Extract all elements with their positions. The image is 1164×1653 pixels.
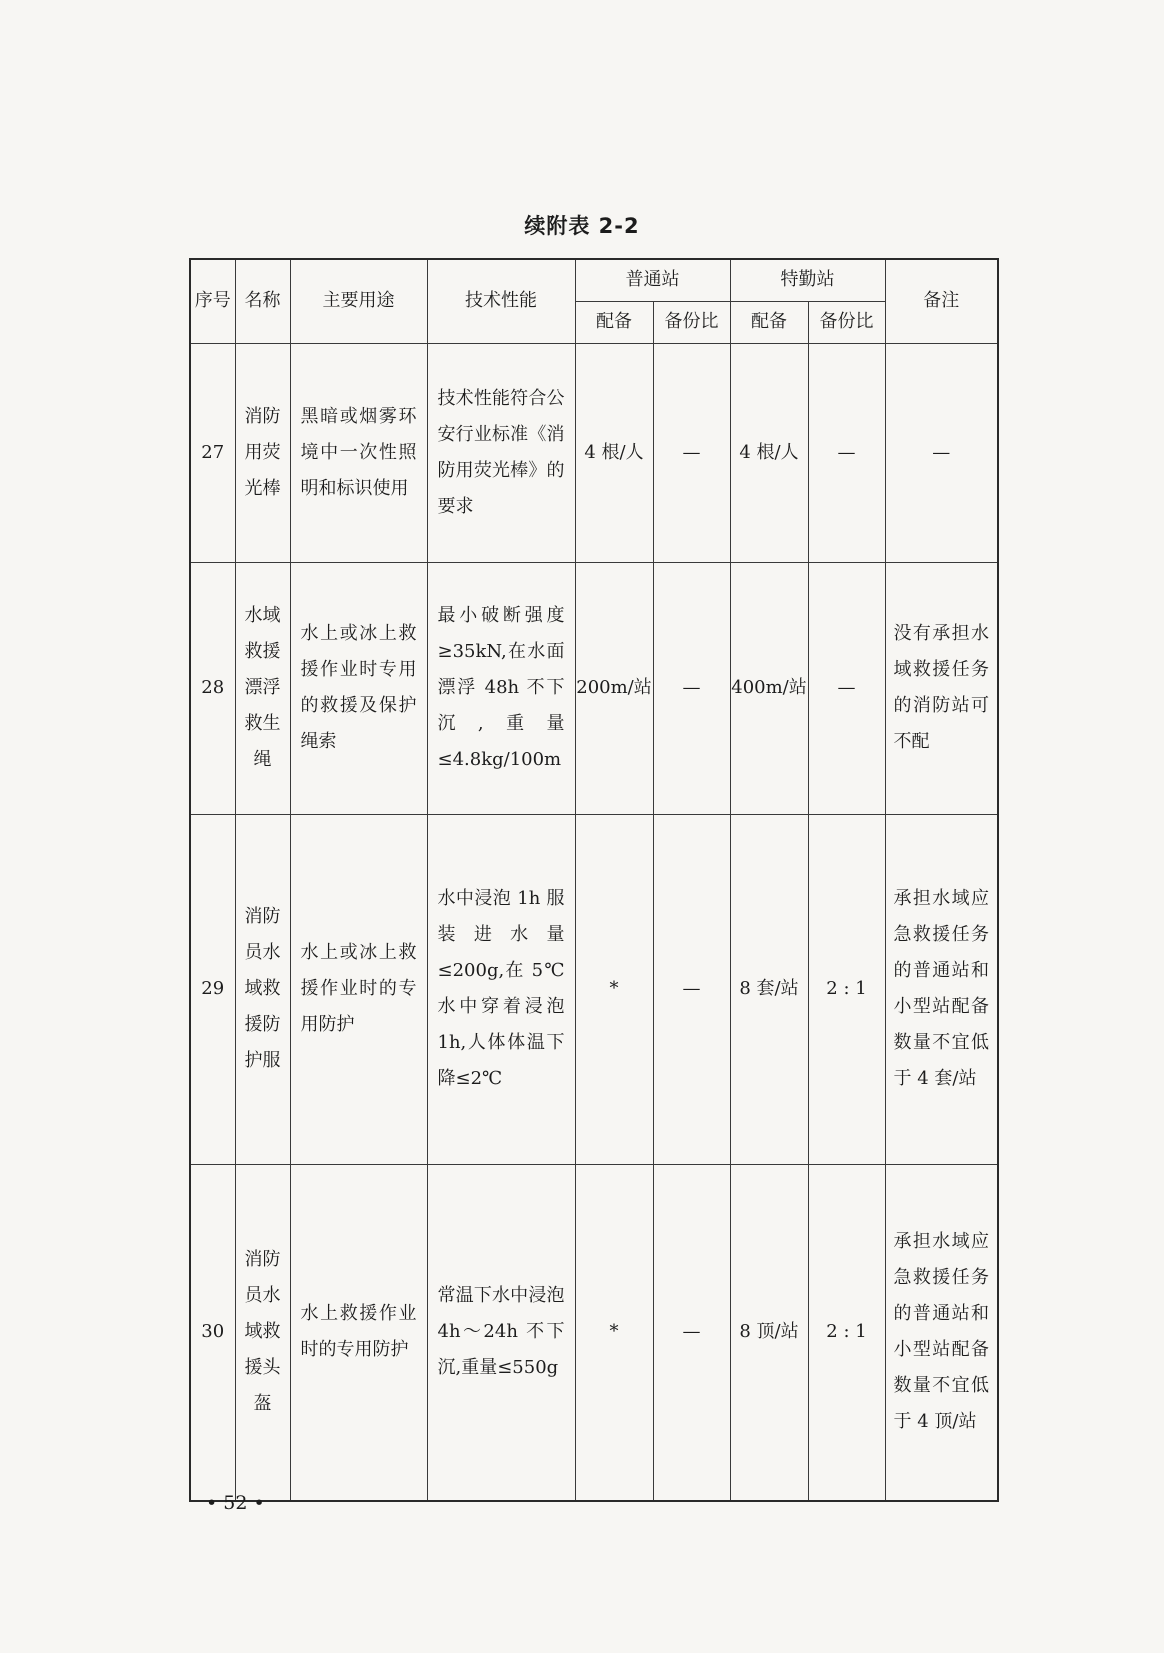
header-normal-equip: 配备 [575,301,653,343]
cell-special-ratio: 2 : 1 [808,1164,885,1501]
header-seq: 序号 [190,259,235,343]
cell-special-equip: 8 套/站 [730,814,808,1164]
cell-special-equip: 400m/站 [730,562,808,814]
cell-performance: 水中浸泡 1h 服装进水量≤200g,在 5℃水中穿着浸泡 1h,人体体温下降≤2℃ [427,814,575,1164]
table-row [190,562,998,814]
cell-normal-ratio: — [653,814,730,1164]
page-number: • 52 • [206,1492,265,1514]
header-use: 主要用途 [290,259,427,343]
header-performance: 技术性能 [427,259,575,343]
cell-normal-equip: 4 根/人 [575,343,653,562]
cell-special-ratio: 2 : 1 [808,814,885,1164]
cell-special-ratio: — [808,343,885,562]
cell-note: 没有承担水域救援任务的消防站可不配 [885,562,998,814]
cell-special-equip: 8 顶/站 [730,1164,808,1501]
cell-normal-equip: * [575,814,653,1164]
cell-use: 水上或冰上救援作业时的专用防护 [290,814,427,1164]
header-normal-station: 普通站 [575,259,730,301]
header-special-station: 特勤站 [730,259,885,301]
cell-normal-ratio: — [653,562,730,814]
header-name: 名称 [235,259,290,343]
header-special-ratio: 备份比 [808,301,885,343]
cell-seq: 27 [190,343,235,562]
cell-seq: 29 [190,814,235,1164]
cell-note: 承担水域应急救援任务的普通站和小型站配备数量不宜低于 4 顶/站 [885,1164,998,1501]
table-row [190,814,998,1164]
equipment-table [189,258,999,1502]
table-row [190,1164,998,1501]
cell-seq: 28 [190,562,235,814]
cell-performance: 最小破断强度≥35kN,在水面漂浮 48h 不下沉,重量≤4.8kg/100m [427,562,575,814]
cell-normal-ratio: — [653,1164,730,1501]
cell-note: 承担水域应急救援任务的普通站和小型站配备数量不宜低于 4 套/站 [885,814,998,1164]
cell-performance: 技术性能符合公安行业标准《消防用荧光棒》的要求 [427,343,575,562]
cell-normal-equip: * [575,1164,653,1501]
table-title: 续附表 2-2 [524,214,640,238]
cell-name: 消防员水域救援防护服 [235,814,290,1164]
cell-seq: 30 [190,1164,235,1501]
cell-use: 黑暗或烟雾环境中一次性照明和标识使用 [290,343,427,562]
cell-normal-equip: 200m/站 [575,562,653,814]
cell-special-ratio: — [808,562,885,814]
cell-name: 消防用荧光棒 [235,343,290,562]
cell-note: — [885,343,998,562]
header-note: 备注 [885,259,998,343]
cell-normal-ratio: — [653,343,730,562]
cell-use: 水上救援作业时的专用防护 [290,1164,427,1501]
header-special-equip: 配备 [730,301,808,343]
cell-use: 水上或冰上救援作业时专用的救援及保护绳索 [290,562,427,814]
header-normal-ratio: 备份比 [653,301,730,343]
cell-special-equip: 4 根/人 [730,343,808,562]
cell-name: 水域救援漂浮救生绳 [235,562,290,814]
cell-name: 消防员水域救援头盔 [235,1164,290,1501]
table-row [190,343,998,562]
cell-performance: 常温下水中浸泡 4h～24h 不下沉,重量≤550g [427,1164,575,1501]
